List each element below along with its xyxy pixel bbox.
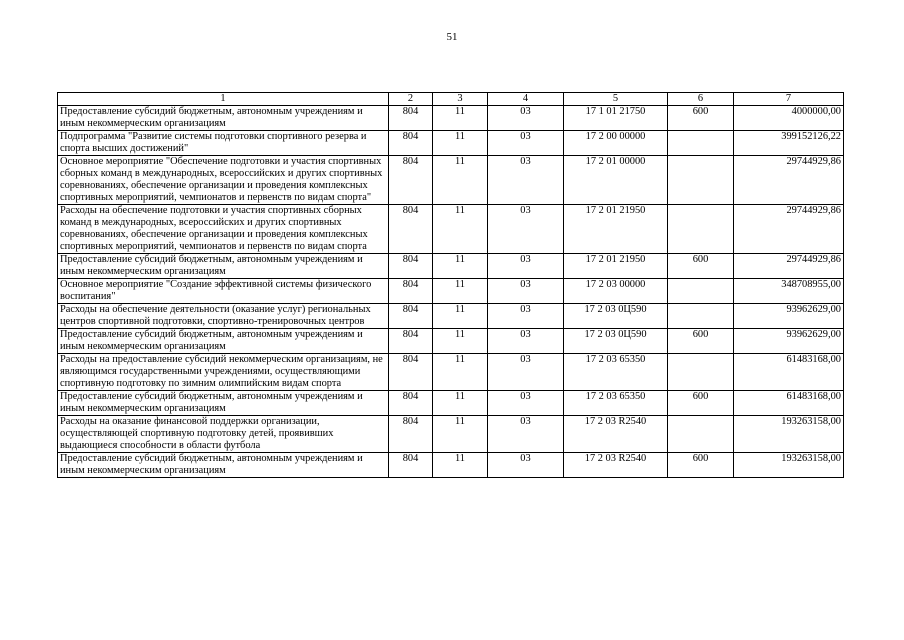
row-name: Расходы на предоставление субсидий некоммерческим организациям, не являющимся государственными учреждениями, осуществляющими спортивную подготовку по зимним олимпийским видам спорта [58,354,389,391]
row-code-2: 804 [389,279,433,304]
row-code-5: 17 2 03 65350 [564,391,668,416]
table-row [58,279,844,304]
row-code-3: 11 [433,106,488,131]
row-amount: 61483168,00 [734,391,844,416]
row-amount: 29744929,86 [734,205,844,254]
row-amount: 193263158,00 [734,453,844,478]
row-amount: 29744929,86 [734,156,844,205]
column-header: 2 [389,93,433,106]
table-row [58,416,844,453]
row-name: Предоставление субсидий бюджетным, автономным учреждениям и иным некоммерческим организациям [58,391,389,416]
row-code-2: 804 [389,304,433,329]
row-name: Расходы на обеспечение деятельности (оказание услуг) региональных центров спортивной подготовки, спортивно-тренировочных центров [58,304,389,329]
table-row [58,391,844,416]
row-code-5: 17 2 01 21950 [564,254,668,279]
row-name: Предоставление субсидий бюджетным, автономным учреждениям и иным некоммерческим организациям [58,453,389,478]
column-header: 7 [734,93,844,106]
row-code-3: 11 [433,205,488,254]
page-number: 51 [446,31,458,43]
row-code-5: 17 2 03 R2540 [564,453,668,478]
row-code-5: 17 2 03 R2540 [564,416,668,453]
row-code-2: 804 [389,416,433,453]
row-code-3: 11 [433,156,488,205]
row-code-6 [668,156,734,205]
row-code-6: 600 [668,254,734,279]
row-code-4: 03 [488,391,564,416]
row-code-4: 03 [488,279,564,304]
row-amount: 93962629,00 [734,304,844,329]
row-code-6 [668,131,734,156]
row-code-3: 11 [433,329,488,354]
row-code-2: 804 [389,329,433,354]
row-code-4: 03 [488,453,564,478]
row-code-4: 03 [488,329,564,354]
row-amount: 4000000,00 [734,106,844,131]
row-code-3: 11 [433,354,488,391]
row-code-2: 804 [389,354,433,391]
table-row [58,354,844,391]
row-code-5: 17 1 01 21750 [564,106,668,131]
row-code-5: 17 2 01 21950 [564,205,668,254]
table-row [58,156,844,205]
row-amount: 399152126,22 [734,131,844,156]
row-code-4: 03 [488,416,564,453]
row-code-5: 17 2 00 00000 [564,131,668,156]
row-code-2: 804 [389,205,433,254]
table-row [58,453,844,478]
row-code-5: 17 2 03 00000 [564,279,668,304]
row-code-2: 804 [389,106,433,131]
row-code-4: 03 [488,254,564,279]
row-code-4: 03 [488,131,564,156]
row-code-6: 600 [668,453,734,478]
row-code-4: 03 [488,304,564,329]
row-name: Предоставление субсидий бюджетным, автономным учреждениям и иным некоммерческим организациям [58,106,389,131]
table-row [58,254,844,279]
column-header: 4 [488,93,564,106]
row-name: Предоставление субсидий бюджетным, автономным учреждениям и иным некоммерческим организациям [58,254,389,279]
row-code-6 [668,416,734,453]
row-code-2: 804 [389,391,433,416]
row-amount: 29744929,86 [734,254,844,279]
row-code-4: 03 [488,106,564,131]
table-row [58,131,844,156]
row-name: Расходы на оказание финансовой поддержки организации, осуществляющей спортивную подготовку детей, проявивших выдающиеся способности в области футбола [58,416,389,453]
row-code-3: 11 [433,416,488,453]
table-body [58,106,844,478]
table-row [58,304,844,329]
row-code-3: 11 [433,453,488,478]
row-code-6 [668,279,734,304]
row-code-6: 600 [668,391,734,416]
row-code-5: 17 2 03 0Ц590 [564,329,668,354]
row-code-3: 11 [433,391,488,416]
row-code-4: 03 [488,354,564,391]
column-header: 3 [433,93,488,106]
row-code-4: 03 [488,205,564,254]
row-code-3: 11 [433,254,488,279]
row-code-3: 11 [433,131,488,156]
row-name: Расходы на обеспечение подготовки и участия спортивных сборных команд в международных, всероссийских и других спортивных соревнованиях, обеспечение организации и проведения комплексных спортивных мероприятий, чемпионатов и первенств по видам спорта [58,205,389,254]
row-code-6: 600 [668,106,734,131]
row-code-4: 03 [488,156,564,205]
row-name: Подпрограмма "Развитие системы подготовки спортивного резерва и спорта высших достижений" [58,131,389,156]
row-amount: 93962629,00 [734,329,844,354]
row-code-2: 804 [389,254,433,279]
table-row [58,106,844,131]
row-code-2: 804 [389,453,433,478]
row-code-6 [668,205,734,254]
row-code-3: 11 [433,304,488,329]
column-header: 6 [668,93,734,106]
table-row [58,205,844,254]
budget-table [57,92,844,478]
row-code-2: 804 [389,156,433,205]
row-code-3: 11 [433,279,488,304]
row-code-5: 17 2 03 65350 [564,354,668,391]
column-header: 5 [564,93,668,106]
column-header: 1 [58,93,389,106]
row-name: Основное мероприятие "Обеспечение подготовки и участия спортивных сборных команд в международных, всероссийских и других спортивных соревнованиях, обеспечение организации и проведения комплексных спортивных мероприятий, чемпионатов и первенств по видам спорта" [58,156,389,205]
row-name: Основное мероприятие "Создание эффективной системы физического воспитания" [58,279,389,304]
table-row [58,329,844,354]
row-amount: 348708955,00 [734,279,844,304]
row-code-5: 17 2 01 00000 [564,156,668,205]
row-code-6: 600 [668,329,734,354]
row-amount: 193263158,00 [734,416,844,453]
table-header-row [58,93,844,106]
row-code-5: 17 2 03 0Ц590 [564,304,668,329]
row-name: Предоставление субсидий бюджетным, автономным учреждениям и иным некоммерческим организациям [58,329,389,354]
row-code-6 [668,354,734,391]
row-code-2: 804 [389,131,433,156]
row-code-6 [668,304,734,329]
row-amount: 61483168,00 [734,354,844,391]
